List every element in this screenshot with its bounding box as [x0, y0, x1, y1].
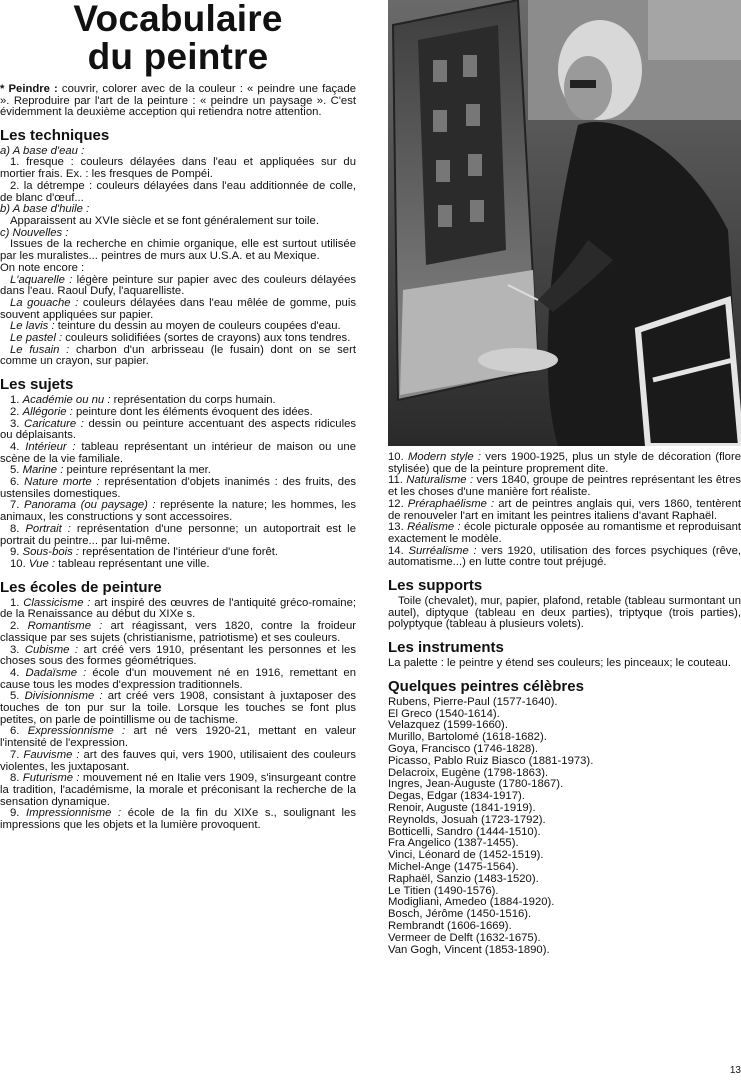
- painter-entry: El Greco (1540-1614).: [388, 707, 500, 720]
- sujet-item: [0, 500, 356, 523]
- painter-entry: Ingres, Jean-Auguste (1780-1867).: [388, 778, 564, 791]
- technique-extra: [0, 345, 356, 368]
- technique-term: L'aquarelle :: [10, 273, 73, 286]
- item-definition: vers 1900-1925, plus un style de décoration (flore stylisée) que de la peinture proprement dite.: [388, 451, 741, 475]
- painter-entry: Vermeer de Delft (1632-1675).: [388, 931, 541, 944]
- right-column: [388, 0, 741, 956]
- item-definition: vers 1840, groupe de peintres représentant les êtres et les choses d'une manière fort réaliste.: [388, 474, 741, 499]
- technique-a-item: 1. fresque : couleurs délayées dans l'eau et appliquées sur du mortier frais. Ex. : les fresques de Pompéi.: [0, 156, 356, 181]
- techniques-heading: Les techniques: [0, 126, 110, 144]
- technique-note: On note encore :: [0, 261, 85, 274]
- ecole-item: [0, 726, 356, 749]
- ecole-item: [388, 475, 741, 498]
- painter-entry: Murillo, Bartolomé (1618-1682).: [388, 731, 547, 744]
- painter-entry: Degas, Edgar (1834-1917).: [388, 790, 525, 803]
- item-term: Fauvisme :: [23, 748, 80, 761]
- item-number: 7.: [10, 748, 24, 761]
- painter-photo-image: [388, 0, 741, 446]
- item-term: Impressionnisme :: [26, 807, 122, 820]
- painter-entry: Fra Angelico (1387-1455).: [388, 837, 519, 850]
- technique-b-label: b) A base d'huile :: [0, 203, 90, 216]
- technique-extra: [0, 298, 356, 321]
- item-term: Vue :: [28, 557, 56, 570]
- title-line-1: Vocabulaire: [73, 0, 283, 39]
- item-term: Dadaïsme :: [25, 666, 87, 679]
- item-term: Nature morte :: [24, 476, 100, 489]
- technique-extra: [0, 275, 356, 298]
- item-number: 10.: [10, 557, 29, 570]
- item-definition: art de peintres anglais qui, vers 1860, tentèrent de renouveler l'art en imitant les peintres italiens d'avant Raphaël.: [388, 497, 741, 522]
- painter-entry: Raphaël, Sanzio (1483-1520).: [388, 872, 539, 885]
- page-number: 13: [729, 1065, 741, 1076]
- item-definition: tableau représentant un intérieur de maison ou une scène de la vie familiale.: [0, 440, 356, 465]
- item-number: 8.: [10, 522, 26, 535]
- painter-photo: [388, 0, 741, 446]
- intro-term: Peindre :: [8, 83, 58, 95]
- item-number: 14.: [388, 544, 409, 557]
- technique-b-text: Apparaissent au XVIe siècle et se font généralement sur toile.: [10, 215, 319, 227]
- item-definition: représentation de l'intérieur d'une forêt.: [79, 546, 279, 559]
- item-definition: art créé vers 1908, consistant à juxtaposer des touches de ton pur sur la toile. Lorsque les touches se font plus petites, on parle de pointillisme ou de tachisme.: [0, 690, 356, 726]
- ecole-item: [388, 499, 741, 522]
- technique-a-item: 2. la détrempe : couleurs délayées dans l'eau additionnée de colle, de blanc d'œuf...: [0, 179, 356, 204]
- ecole-item: [0, 621, 356, 644]
- technique-c-label: c) Nouvelles :: [0, 226, 69, 239]
- item-definition: école picturale opposée au romantisme et reproduisant exactement le modèle.: [388, 521, 741, 545]
- technique-term: Le pastel :: [10, 332, 63, 345]
- technique-def: couleurs délayées dans l'eau mêlée de gomme, puis souvent appliquées sur papier.: [0, 296, 356, 321]
- intro-paragraph: [0, 84, 356, 119]
- ecole-item: [0, 750, 356, 773]
- painter-entry: Michel-Ange (1475-1564).: [388, 861, 519, 873]
- item-number: 6.: [10, 476, 25, 489]
- item-definition: représentation du corps humain.: [110, 394, 276, 407]
- item-term: Cubisme :: [24, 643, 78, 656]
- technique-term: Le fusain :: [10, 343, 70, 356]
- ecoles-right-list: [388, 452, 741, 569]
- painter-entry: Bosch, Jérôme (1450-1516).: [388, 908, 532, 921]
- item-number: 12.: [388, 497, 408, 510]
- left-column: [0, 0, 356, 832]
- page-title: [0, 0, 356, 76]
- instruments-text: La palette : le peintre y étend ses couleurs; les pinceaux; le couteau.: [388, 657, 731, 670]
- ecole-item: [0, 808, 356, 831]
- item-number: 10.: [388, 451, 408, 463]
- item-term: Naturalisme :: [406, 474, 474, 487]
- ecole-item: [0, 645, 356, 668]
- item-definition: école d'un mouvement né en 1916, remettant en cause tous les modes d'expression traditionnels.: [0, 666, 356, 691]
- technique-term: La gouache :: [10, 296, 79, 309]
- technique-def: légère peinture sur papier avec des couleurs délayées dans l'eau. Raoul Dufy, l'aquarelliste.: [0, 273, 356, 298]
- technique-def: charbon d'un arbrisseau (le fusain) dont on se sert comme un crayon, sur papier.: [0, 343, 356, 368]
- technique-def: teinture du dessin au moyen de couleurs coupées d'eau.: [54, 320, 341, 333]
- item-definition: art inspiré des œuvres de l'antiquité gréco-romaine; de la Renaissance au début du XIXe s.: [0, 596, 356, 621]
- painter-entry: Reynolds, Josuah (1723-1792).: [388, 813, 546, 826]
- peintres-heading: Quelques peintres célèbres: [388, 677, 584, 695]
- painter-entry: Vinci, Léonard de (1452-1519).: [388, 849, 544, 862]
- technique-c-text: Issues de la recherche en chimie organique, elle est surtout utilisée par les muralistes... peintres de murs aux U.S.A. et au Mexique.: [0, 238, 356, 263]
- ecoles-heading: Les écoles de peinture: [0, 578, 162, 596]
- supports-text: Toile (chevalet), mur, papier, plafond, retable (tableau surmontant un autel), diptyque (tableau en deux parties), triptyque (trois parties), polyptyque (tableau à plusieurs volets).: [388, 595, 741, 631]
- item-number: 9.: [10, 546, 23, 559]
- sujet-item: [0, 524, 356, 547]
- item-term: Préraphaélisme :: [407, 497, 495, 510]
- painter-entry: Rembrandt (1606-1669).: [388, 919, 512, 932]
- item-definition: art créé vers 1910, présentant les personnes et les choses sous des formes géométriques.: [0, 643, 356, 668]
- item-number: 1.: [10, 596, 24, 609]
- title-line-2: du peintre: [87, 36, 269, 77]
- instruments-heading: Les instruments: [388, 639, 504, 657]
- item-number: 5.: [10, 464, 23, 477]
- item-term: Caricature :: [24, 417, 84, 430]
- painter-entry: Velazquez (1599-1660).: [388, 719, 508, 732]
- ecole-item: [388, 522, 741, 545]
- item-number: 3.: [10, 643, 25, 656]
- item-term: Modern style :: [407, 451, 482, 463]
- item-definition: dessin ou peinture accentuant des aspects ridicules ou déplaisants.: [0, 417, 357, 442]
- sujets-list: [0, 395, 356, 571]
- item-number: 2.: [10, 405, 23, 418]
- item-definition: peinture représentant la mer.: [63, 464, 211, 477]
- item-number: 3.: [10, 417, 25, 430]
- item-term: Futurisme :: [22, 772, 80, 785]
- item-number: 4.: [10, 666, 26, 679]
- item-term: Sous-bois :: [22, 546, 80, 559]
- painter-entry: Rubens, Pierre-Paul (1577-1640).: [388, 695, 558, 708]
- item-definition: représente la nature; les hommes, les animaux, les constructions y sont accessoires.: [0, 499, 356, 524]
- item-term: Romantisme :: [27, 620, 103, 633]
- item-definition: mouvement né en Italie vers 1909, s'insurgeant contre la tradition, l'académisme, la morale et préconisant la recherche de la sensation dynamique.: [0, 772, 357, 808]
- item-definition: art né vers 1920-21, mettant en valeur l'intensité de l'expression.: [0, 725, 357, 750]
- painter-entry: Modigliani, Amedeo (1884-1920).: [388, 896, 555, 909]
- item-number: 7.: [10, 499, 24, 512]
- item-term: Divisionnisme :: [24, 690, 103, 703]
- item-definition: représentation d'objets inanimés : des fruits, des ustensiles domestiques.: [0, 476, 356, 500]
- ecole-item: [388, 546, 741, 569]
- item-number: 6.: [10, 725, 28, 738]
- item-term: Allégorie :: [22, 405, 73, 418]
- technique-term: Le lavis :: [10, 320, 55, 333]
- painters-list: [388, 697, 741, 957]
- sujet-item: [0, 442, 356, 465]
- item-definition: peinture dont les éléments évoquent des idées.: [72, 405, 313, 418]
- sujet-item: [0, 559, 356, 571]
- item-definition: tableau représentant une ville.: [55, 557, 210, 570]
- item-number: 11.: [388, 474, 407, 487]
- technique-def: couleurs solidifiées (sortes de crayons) aux tons tendres.: [62, 332, 351, 345]
- item-term: Classicisme :: [23, 596, 91, 609]
- painter-entry: Delacroix, Eugène (1798-1863).: [388, 766, 549, 779]
- ecole-item: [0, 691, 356, 726]
- item-number: 13.: [388, 521, 408, 534]
- item-number: 8.: [10, 772, 23, 785]
- ecoles-list: [0, 598, 356, 832]
- item-number: 2.: [10, 620, 28, 633]
- ecole-item: [0, 598, 356, 621]
- item-term: Expressionnisme :: [27, 725, 126, 738]
- ecole-item: [388, 452, 741, 475]
- intro-bullet: *: [0, 83, 5, 95]
- item-number: 9.: [10, 807, 27, 820]
- painter-entry: Renoir, Auguste (1841-1919).: [388, 802, 536, 815]
- item-definition: art des fauves qui, vers 1900, utilisaient des couleurs violentes, les juxtaposant.: [0, 748, 357, 773]
- painter-entry: Botticelli, Sandro (1444-1510).: [388, 825, 541, 838]
- item-number: 5.: [10, 690, 25, 703]
- item-definition: école de la fin du XIXe s., soulignant les impressions que les objets et la lumière provoquent.: [0, 807, 356, 832]
- sujet-item: [0, 419, 356, 442]
- item-definition: représentation d'une personne; un autoportrait est le portrait du peintre... par lui-même.: [0, 522, 356, 547]
- painter-entry: Goya, Francisco (1746-1828).: [388, 743, 539, 756]
- intro-text: couvrir, colorer avec de la couleur : « peindre une façade ». Reproduire par l'art de la peinture : « peindre un paysage ». C'est évidemment la deuxième acception qui retiendra notre attention.: [0, 83, 357, 119]
- item-term: Marine :: [22, 464, 64, 477]
- item-term: Intérieur :: [25, 440, 76, 453]
- item-term: Portrait :: [25, 522, 71, 535]
- painter-entry: Picasso, Pablo Ruiz Biasco (1881-1973).: [388, 754, 594, 767]
- painter-entry: Van Gogh, Vincent (1853-1890).: [388, 943, 550, 956]
- sujet-item: [0, 477, 356, 500]
- ecole-item: [0, 668, 356, 691]
- item-definition: art réagissant, vers 1820, contre la froideur classique par ses sujets (christianisme, patriotisme) et ses couleurs.: [0, 620, 357, 644]
- technique-a-label: a) A base d'eau :: [0, 144, 85, 157]
- item-term: Réalisme :: [407, 521, 461, 534]
- painter-entry: Le Titien (1490-1576).: [388, 884, 499, 897]
- item-number: 4.: [10, 440, 26, 453]
- ecole-item: [0, 773, 356, 808]
- item-number: 1.: [10, 394, 23, 407]
- item-term: Académie ou nu :: [22, 394, 111, 407]
- item-term: Panorama (ou paysage) :: [23, 499, 156, 512]
- supports-heading: Les supports: [388, 577, 483, 595]
- item-term: Surréalisme :: [408, 544, 477, 557]
- sujets-heading: Les sujets: [0, 376, 74, 394]
- item-definition: vers 1920, utilisation des forces psychiques (rêve, automatisme...) en lutte contre tout préjugé.: [388, 544, 741, 569]
